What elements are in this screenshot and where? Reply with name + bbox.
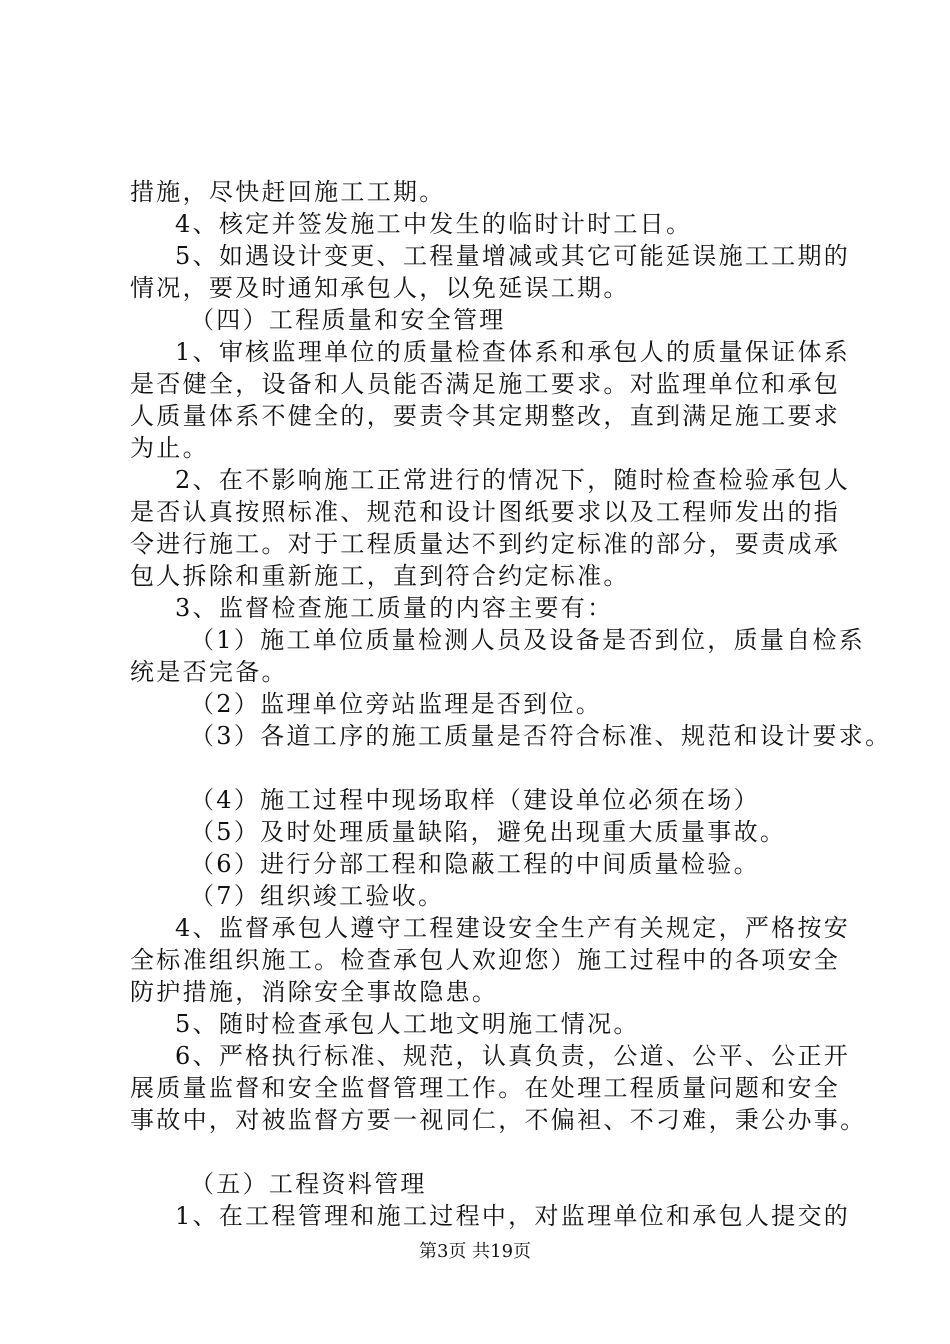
text-line: 是否健全，设备和人员能否满足施工要求。对监理单位和承包 — [130, 370, 841, 398]
text-line: 展质量监督和安全监督管理工作。在处理工程质量问题和安全 — [130, 1074, 841, 1102]
text-line: 措施，尽快赶回施工工期。 — [130, 178, 446, 206]
section-heading: （五）工程资料管理 — [190, 1170, 427, 1198]
page-footer: 第3页 共19页 — [418, 1241, 532, 1262]
text-line: 统是否完备。 — [130, 658, 288, 686]
text-line: 为止。 — [130, 434, 209, 462]
text-line: 是否认真按照标准、规范和设计图纸要求以及工程师发出的指 — [130, 498, 841, 526]
text-line: （4）施工过程中现场取样（建设单位必须在场） — [190, 786, 760, 814]
text-line: 4、监督承包人遵守工程建设安全生产有关规定，严格按安 — [175, 914, 851, 942]
text-line: 4、核定并签发施工中发生的临时计时工日。 — [175, 210, 693, 238]
text-line: （7）组织竣工验收。 — [190, 882, 445, 910]
text-line: 2、在不影响施工正常进行的情况下，随时检查检验承包人 — [175, 466, 851, 494]
text-line: 人质量体系不健全的，要责令其定期整改，直到满足施工要求 — [130, 402, 841, 430]
text-line: （6）进行分部工程和隐蔽工程的中间质量检验。 — [190, 850, 760, 878]
text-line: （1）施工单位质量检测人员及设备是否到位，质量自检系 — [190, 626, 866, 654]
text-line: 包人拆除和重新施工，直到符合约定标准。 — [130, 562, 630, 590]
text-line: 3、监督检查施工质量的内容主要有： — [175, 594, 614, 622]
text-line: 事故中，对被监督方要一视同仁，不偏袒、不刁难，秉公办事。 — [130, 1106, 867, 1134]
text-line: 1、审核监理单位的质量检查体系和承包人的质量保证体系 — [175, 338, 851, 366]
text-line: 1、在工程管理和施工过程中，对监理单位和承包人提交的 — [175, 1202, 851, 1230]
text-line: （3）各道工序的施工质量是否符合标准、规范和设计要求。 — [190, 722, 892, 750]
text-line: 情况，要及时通知承包人，以免延误工期。 — [130, 274, 630, 302]
text-line: （5）及时处理质量缺陷，避免出现重大质量事故。 — [190, 818, 787, 846]
section-heading: （四）工程质量和安全管理 — [190, 306, 506, 334]
text-line: 6、严格执行标准、规范，认真负责，公道、公平、公正开 — [175, 1042, 851, 1070]
text-line: 5、如遇设计变更、工程量增减或其它可能延误施工工期的 — [175, 242, 851, 270]
text-line: 防护措施，消除安全事故隐患。 — [130, 978, 499, 1006]
text-line: 5、随时检查承包人工地文明施工情况。 — [175, 1010, 640, 1038]
text-line: （2）监理单位旁站监理是否到位。 — [190, 690, 603, 718]
text-line: 令进行施工。对于工程质量达不到约定标准的部分，要责成承 — [130, 530, 841, 558]
text-line: 全标准组织施工。检查承包人欢迎您）施工过程中的各项安全 — [130, 946, 841, 974]
